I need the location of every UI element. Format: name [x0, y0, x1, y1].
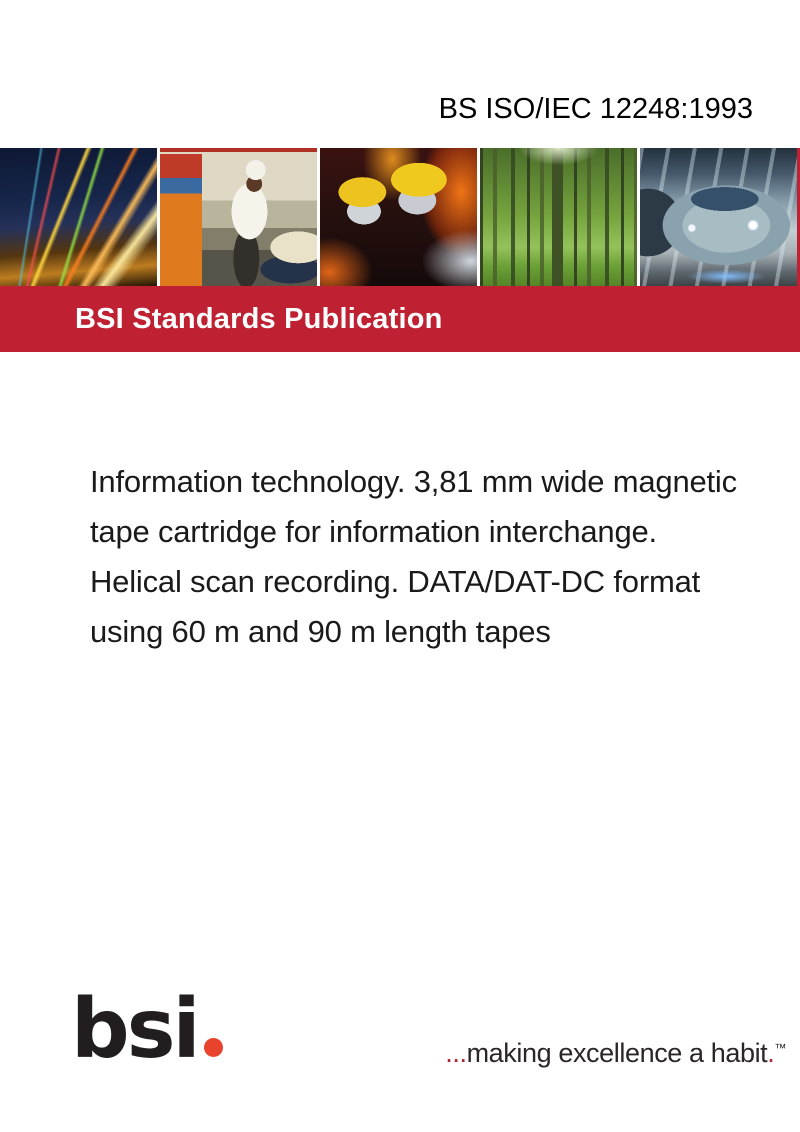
bsi-logo-text: bsi — [71, 982, 198, 1077]
photo-car-assembly-line — [640, 148, 797, 286]
tagline-trademark: ™ — [774, 1041, 786, 1055]
banner — [0, 148, 800, 352]
publication-band-title: BSI Standards Publication — [75, 302, 443, 335]
photo-forest-trees — [480, 148, 637, 286]
photo-night-traffic-light-trails — [0, 148, 157, 286]
title-line-3: Helical scan recording. DATA/DAT-DC format — [90, 564, 701, 599]
title-line-2: tape cartridge for information interchange. — [90, 514, 657, 549]
photo-firefighters — [320, 148, 477, 286]
tagline-text: making excellence a habit — [466, 1038, 768, 1068]
photo-strip — [0, 148, 800, 286]
publication-band — [0, 286, 800, 352]
bsi-logo — [71, 982, 223, 1095]
tagline — [445, 1038, 786, 1069]
tagline-period: . — [767, 1038, 775, 1068]
photo-warehouse-worker — [160, 148, 317, 286]
title-line-1: Information technology. 3,81 mm wide magnetic — [90, 464, 737, 499]
standard-reference: BS ISO/IEC 12248:1993 — [438, 93, 753, 125]
document-title — [90, 457, 795, 657]
title-line-4: using 60 m and 90 m length tapes — [90, 614, 551, 649]
tagline-ellipsis: ... — [445, 1038, 467, 1068]
bsi-logo-dot-icon — [204, 1038, 223, 1057]
